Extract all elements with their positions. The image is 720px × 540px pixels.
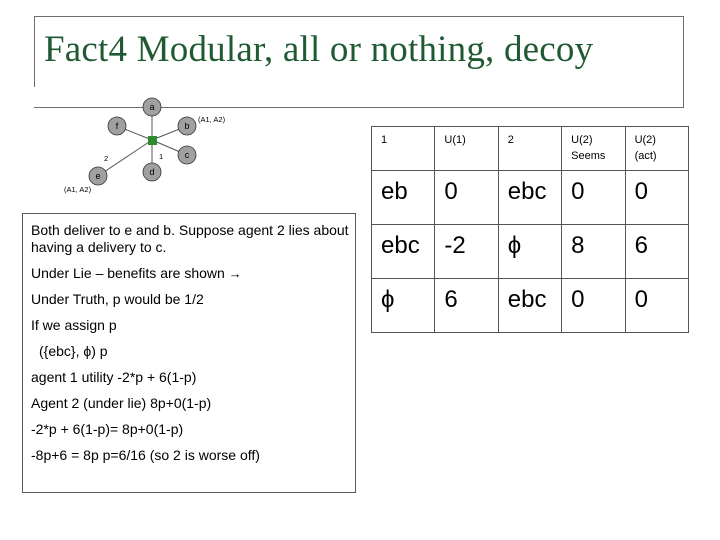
text-line-6: agent 1 utility -2*p + 6(1-p)	[31, 369, 197, 385]
table-header-cell: U(1)	[435, 127, 498, 171]
text-line-9: -8p+6 = 8p p=6/16 (so 2 is worse off)	[31, 447, 260, 463]
graph-node-c	[178, 146, 196, 164]
text-line-8: -2*p + 6(1-p)= 8p+0(1-p)	[31, 421, 184, 437]
table-header-cell: 1	[372, 127, 435, 171]
table-cell: 8	[562, 225, 625, 279]
table-header-cell: U(2) Seems	[562, 127, 625, 171]
table-header-cell: U(2) (act)	[625, 127, 688, 171]
text-line-4: If we assign p	[31, 317, 117, 333]
graph-node-e	[89, 167, 107, 185]
agent-1-label: 1	[159, 152, 164, 161]
table-cell: ebc	[372, 225, 435, 279]
graph-node-b	[178, 117, 196, 135]
table-cell: ebc	[498, 279, 561, 333]
agent-2-label: 2	[104, 154, 109, 163]
table-cell: -2	[435, 225, 498, 279]
utility-table	[371, 126, 689, 333]
diagram-label-bottom: (A1, A2)	[64, 185, 92, 194]
table-cell: 6	[435, 279, 498, 333]
slide-title: Fact4 Modular, all or nothing, decoy	[44, 29, 594, 70]
graph-node-a	[143, 98, 161, 116]
explanation-text-box	[22, 213, 356, 493]
table-row	[372, 279, 689, 333]
table-cell: eb	[372, 171, 435, 225]
node-label-a: a	[149, 102, 155, 112]
node-label-b: b	[184, 121, 190, 131]
text-line-3: Under Truth, p would be 1/2	[31, 291, 204, 307]
table-cell: 0	[562, 171, 625, 225]
diagram-label-top: (A1, A2)	[198, 115, 226, 124]
node-label-c: c	[184, 150, 190, 160]
graph-node-d	[143, 163, 161, 181]
table-header-row	[372, 127, 689, 171]
table-cell: 0	[625, 279, 688, 333]
node-label-e: e	[95, 171, 101, 181]
graph-node-f	[108, 117, 126, 135]
table-cell: ebc	[498, 171, 561, 225]
center-node	[148, 136, 157, 145]
delivery-graph-diagram	[55, 95, 255, 195]
table-row	[372, 171, 689, 225]
table-row	[372, 225, 689, 279]
table-cell: ϕ	[498, 225, 561, 279]
node-label-d: d	[149, 167, 155, 177]
table-header-cell: 2	[498, 127, 561, 171]
text-line-2	[31, 265, 355, 282]
right-arrow-icon: →	[228, 266, 242, 281]
table-cell: ϕ	[372, 279, 435, 333]
text-line-1: Both deliver to e and b. Suppose agent 2 lies about having a delivery to c.	[31, 222, 349, 255]
table-cell: 0	[435, 171, 498, 225]
table-cell: 0	[625, 171, 688, 225]
text-line-7: Agent 2 (under lie) 8p+0(1-p)	[31, 395, 212, 411]
text-line-2-label: Under Lie – benefits are shown	[31, 265, 225, 281]
node-label-f: f	[115, 121, 119, 131]
table-cell: 6	[625, 225, 688, 279]
text-line-5: ({ebc}, ϕ) p	[39, 343, 108, 359]
table-cell: 0	[562, 279, 625, 333]
